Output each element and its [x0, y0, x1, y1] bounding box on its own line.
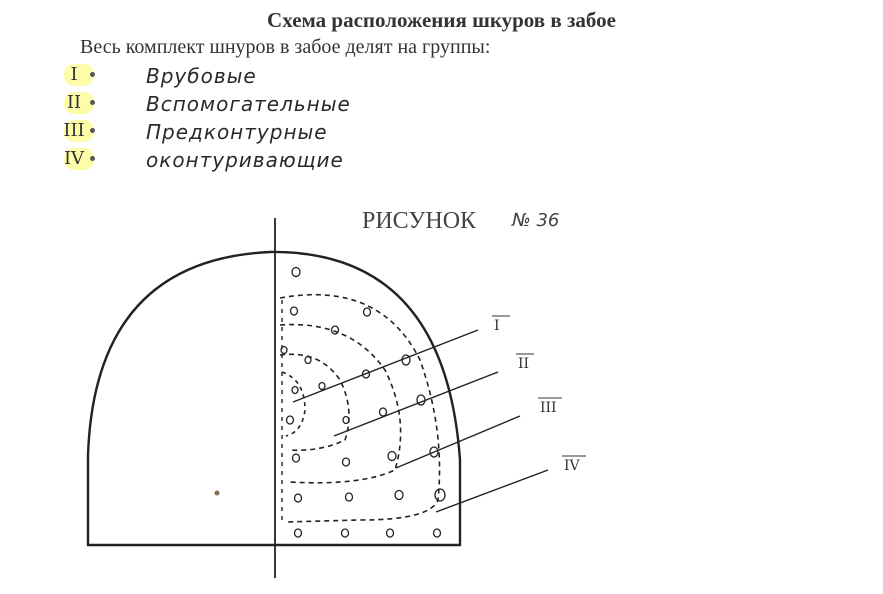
- callout-i: [492, 316, 510, 334]
- blast-hole: [305, 357, 311, 364]
- leader-line-iv: [436, 470, 548, 512]
- leader-line-iii: [396, 416, 520, 468]
- blast-hole: [295, 494, 302, 502]
- blast-hole: [395, 491, 403, 500]
- group-number: II: [66, 92, 82, 113]
- blast-hole: [342, 529, 349, 537]
- page-title: Схема расположения шкуров в забое: [267, 8, 616, 32]
- blast-hole: [295, 529, 302, 537]
- blast-hole: [435, 489, 445, 501]
- group-number: I: [70, 64, 78, 85]
- blast-hole: [287, 416, 294, 424]
- callout-label: III: [540, 400, 557, 416]
- zone-boundary-cut: [282, 372, 305, 436]
- zone-boundary-middle: [280, 325, 401, 483]
- figure-label: РИСУНОК: [362, 208, 477, 234]
- group-label: Вспомогательные: [146, 92, 351, 116]
- blast-hole: [319, 383, 325, 390]
- group-label: Врубовые: [146, 64, 257, 88]
- blast-hole: [346, 493, 353, 501]
- callout-iii: [538, 398, 562, 416]
- callout-ii: [516, 354, 534, 372]
- group-label: Предконтурные: [146, 120, 328, 144]
- blast-hole: [388, 452, 396, 461]
- blast-hole: [364, 308, 371, 316]
- callout-label: II: [518, 356, 530, 372]
- group-number: IV: [63, 148, 85, 169]
- subtitle: Весь комплект шнуров в забое делят на группы:: [80, 36, 491, 58]
- blast-hole: [332, 326, 339, 334]
- blast-hole: [293, 454, 300, 462]
- blast-hole: [291, 307, 298, 315]
- callout-iv: [562, 456, 586, 474]
- callout-label: IV: [564, 458, 580, 474]
- leader-line-ii: [334, 372, 498, 436]
- group-number: III: [63, 120, 85, 141]
- blast-hole: [292, 268, 300, 277]
- blast-hole: [292, 387, 298, 394]
- blast-hole: [343, 458, 350, 466]
- zone-boundary-inner: [280, 354, 349, 450]
- blast-hole: [281, 347, 287, 354]
- blast-hole: [434, 529, 441, 537]
- zone-boundary-outer: [280, 295, 440, 522]
- group-label: оконтуривающие: [146, 148, 344, 172]
- blast-hole: [380, 408, 387, 416]
- ink-dot: [215, 491, 220, 496]
- figure-number: № 36: [512, 210, 560, 231]
- face-outline: [88, 252, 460, 545]
- callout-label: I: [494, 318, 500, 334]
- blast-hole: [387, 529, 394, 537]
